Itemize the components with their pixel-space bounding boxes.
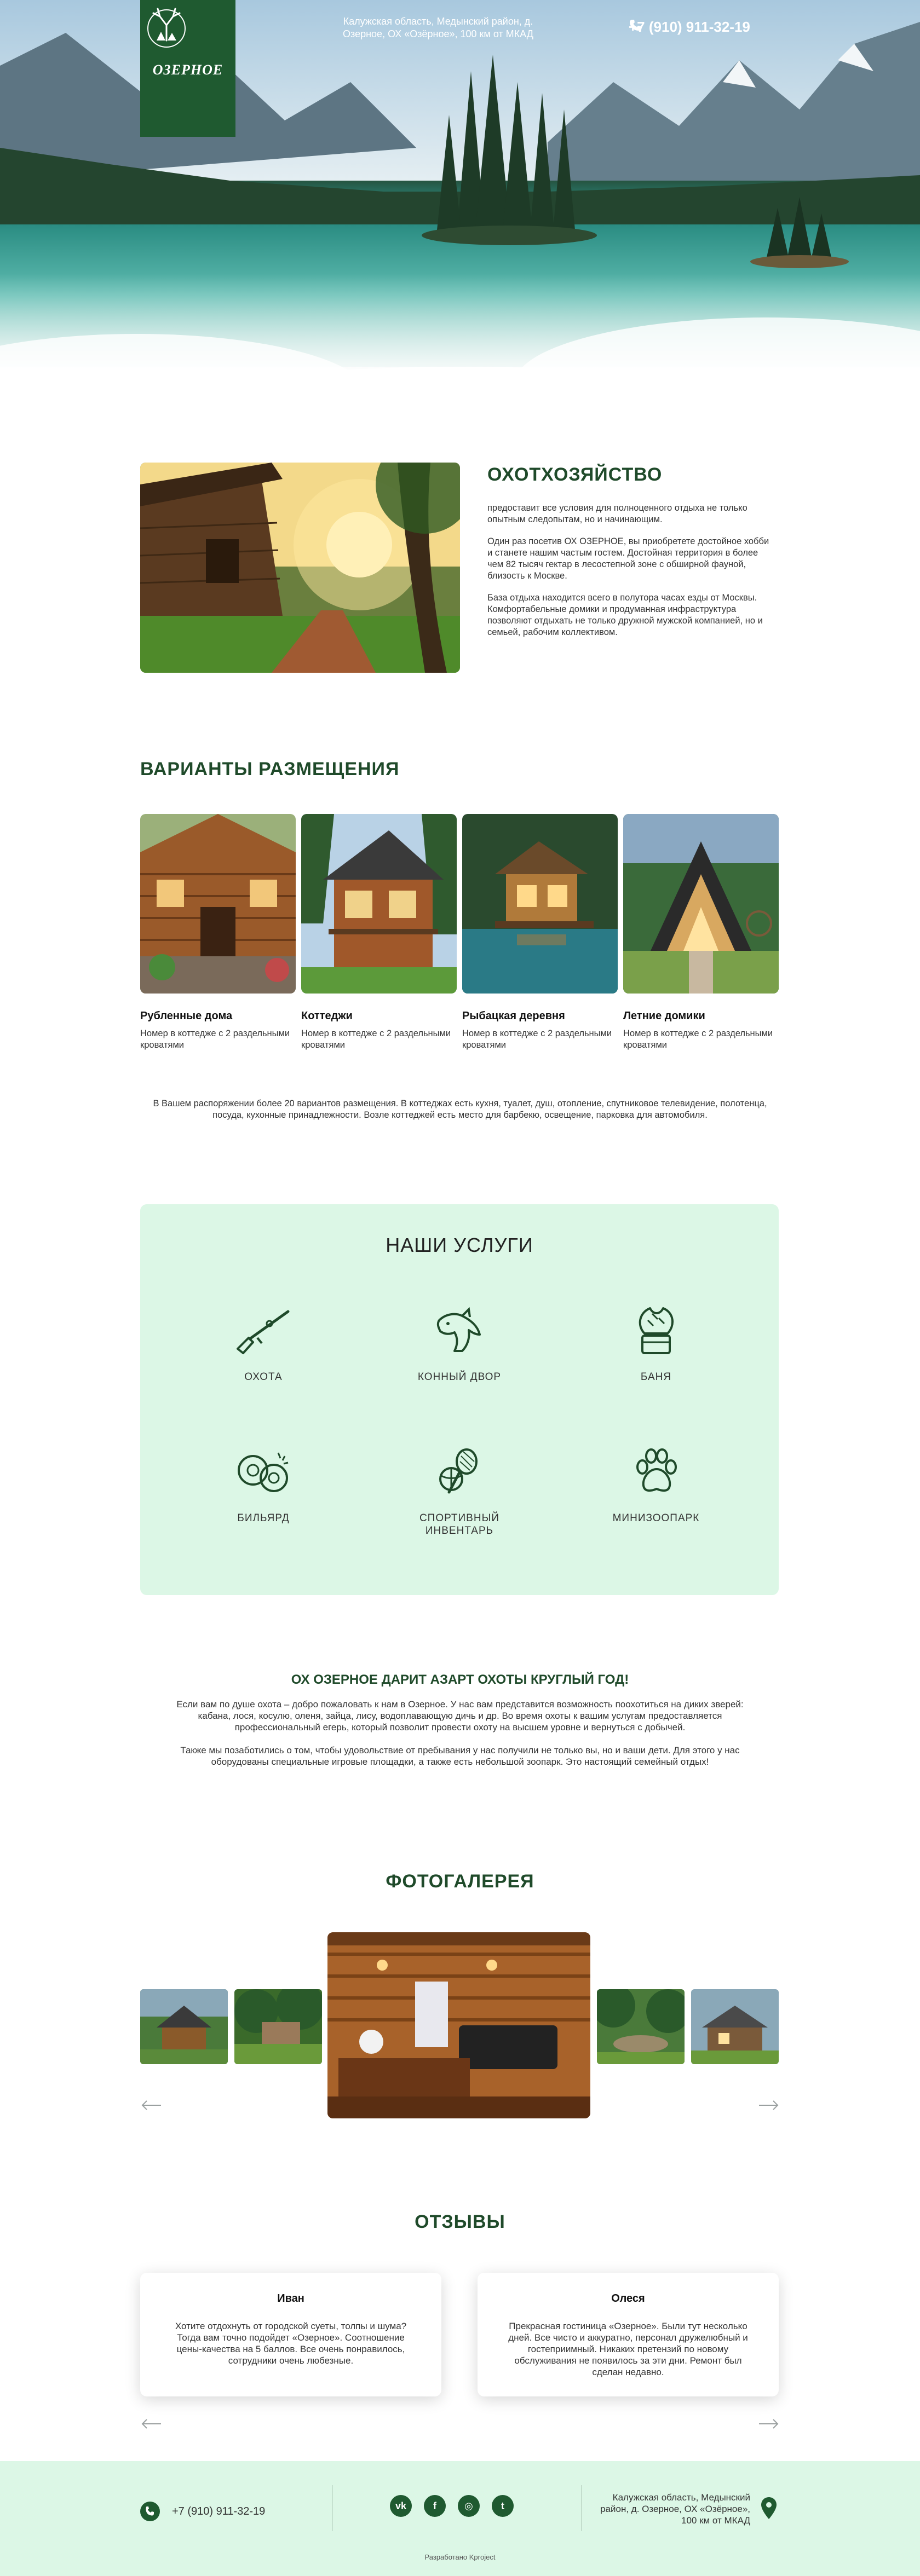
header-phone-link[interactable] xyxy=(629,19,750,36)
service-label: МИНИЗООПАРК xyxy=(612,1512,700,1524)
service-label: БИЛЬЯРД xyxy=(237,1512,290,1524)
hunt-text xyxy=(168,1699,752,1779)
accommodation-card-title: Летние домики xyxy=(623,1010,705,1022)
accommodation-card-fishing-village[interactable] xyxy=(462,814,618,1051)
review-text: Хотите отдохнуть от городской суеты, толпы и шума? Тогда вам точно подойдет «Озерное». Соотношение цены-качества на 5 баллов. Все очень понравилось, сотрудники очень любезные. xyxy=(175,2321,407,2366)
developer-credit[interactable]: Разработано Kproject xyxy=(424,2553,496,2561)
horse-icon xyxy=(429,1304,490,1359)
about-paragraph: Один раз посетив ОХ ОЗЕРНОЕ, вы приобретете достойное хобби и станете нашим частым гостем. Достойная территория в более чем 82 тысяч гектар в лесостепной зоне с обширной фауной, близость к Москве. xyxy=(487,536,769,581)
deer-logo-icon xyxy=(140,0,193,53)
service-mini-zoo[interactable] xyxy=(596,1445,716,1524)
accommodation-card-title: Коттеджи xyxy=(301,1010,353,1022)
gallery-thumbnail[interactable] xyxy=(691,1989,779,2064)
gallery-thumbnail[interactable] xyxy=(140,1989,228,2064)
hero-banner xyxy=(0,0,920,449)
footer-social-links xyxy=(390,2495,514,2517)
accommodation-photo xyxy=(623,814,779,994)
hero-landscape-image xyxy=(0,0,920,449)
footer-address: Калужская область, Медынский район, д. Озерное, ОХ «Озёрное», 100 км от МКАД xyxy=(600,2492,750,2526)
accommodation-card-title: Рубленные дома xyxy=(140,1010,233,1022)
logo-text: ОЗЕРНОЕ xyxy=(152,62,223,78)
location-pin-icon xyxy=(761,2497,777,2519)
accommodation-note: В Вашем распоряжении более 20 вариантов размещения. В коттеджах есть кухня, туалет, душ, отопление, спутниковое телевидение, полотенца, посуда, кухонные принадлежности. Возле коттеджей есть место для барбекю, освещение, парковка для автомобиля. xyxy=(153,1099,767,1120)
review-author: Иван xyxy=(277,2292,304,2304)
footer-phone-text: +7 (910) 911-32-19 xyxy=(172,2505,266,2517)
accommodation-photo xyxy=(301,814,457,994)
service-horse-yard[interactable] xyxy=(399,1304,520,1383)
facebook-icon[interactable]: f xyxy=(424,2495,446,2517)
vk-icon[interactable]: vk xyxy=(390,2495,412,2517)
service-label: ОХОТА xyxy=(244,1371,283,1383)
service-label: СПОРТИВНЫЙ ИНВЕНТАРЬ xyxy=(419,1512,500,1537)
about-cabin-photo xyxy=(140,463,460,673)
accommodation-photo xyxy=(140,814,296,994)
gallery-main-photo[interactable] xyxy=(327,1932,590,2118)
header-phone-text: +7 (910) 911-32-19 xyxy=(629,19,750,35)
reviews-title: ОТЗЫВЫ xyxy=(415,2211,505,2232)
about-title: ОХОТХОЗЯЙСТВО xyxy=(487,464,663,485)
bath-broom-icon xyxy=(626,1304,686,1359)
footer xyxy=(0,2461,920,2576)
hunt-title: ОХ ОЗЕРНОЕ ДАРИТ АЗАРТ ОХОТЫ КРУГЛЫЙ ГОД! xyxy=(291,1672,629,1687)
about-paragraph: База отдыха находится всего в полутора часах езды от Москвы. Комфортабельные домики и продуманная инфраструктура позволяют отдыхать не только дружной мужской компанией, но и семьей, рабочим коллективом. xyxy=(487,593,763,637)
instagram-icon[interactable]: ◎ xyxy=(458,2495,480,2517)
gallery-prev-arrow-icon[interactable] xyxy=(140,2100,162,2111)
about-text xyxy=(487,503,772,649)
footer-phone-link[interactable] xyxy=(140,2502,265,2521)
review-author: Олеся xyxy=(611,2292,645,2304)
service-sport-equipment[interactable] xyxy=(399,1445,520,1537)
accommodation-card-summer-houses[interactable] xyxy=(623,814,779,1051)
phone-icon xyxy=(629,19,642,32)
accommodation-card-subtitle: Номер в коттедже с 2 раздельными кроватями xyxy=(462,1029,612,1050)
hunt-paragraph: Также мы позаботились о том, чтобы удовольствие от пребывания у нас получили не только вы, но и ваши дети. Для этого у нас оборудованы специальные игровые площадки, а также есть небольшой зоопарк. Это настоящий семейный отдых! xyxy=(180,1745,740,1767)
reviews-prev-arrow-icon[interactable] xyxy=(140,2418,162,2429)
rifle-icon xyxy=(233,1304,294,1359)
accommodation-card-cottages[interactable] xyxy=(301,814,457,1051)
gallery-thumbnail[interactable] xyxy=(234,1989,322,2064)
hunt-paragraph: Если вам по душе охота – добро пожаловать к нам в Озерное. У нас вам представится возможность поохотиться на диких зверей: кабана, лося, косулю, оленя, зайца, лису, водоплавающую дичь и др. Во время охоты к вашим услугам предоставляется профессиональный егерь, который позволит провести охоту на высшем уровне и вернуться с добычей. xyxy=(176,1699,744,1732)
service-label: КОННЫЙ ДВОР xyxy=(417,1371,502,1383)
service-bath[interactable] xyxy=(596,1304,716,1383)
accommodation-card-subtitle: Номер в коттедже с 2 раздельными кроватями xyxy=(623,1029,773,1050)
phone-icon xyxy=(140,2502,160,2521)
gallery-title: ФОТОГАЛЕРЕЯ xyxy=(386,1871,534,1892)
accommodation-card-subtitle: Номер в коттедже с 2 раздельными кроватями xyxy=(301,1029,451,1050)
reviews-next-arrow-icon[interactable] xyxy=(758,2418,780,2429)
billiard-balls-icon xyxy=(233,1445,294,1500)
accommodation-card-log-houses[interactable] xyxy=(140,814,296,1051)
sport-equipment-icon xyxy=(429,1445,490,1500)
services-section xyxy=(140,1204,779,1595)
gallery-thumbnail[interactable] xyxy=(597,1989,685,2064)
review-card xyxy=(140,2273,441,2396)
accommodation-photo xyxy=(462,814,618,994)
twitter-icon[interactable]: t xyxy=(492,2495,514,2517)
gallery-next-arrow-icon[interactable] xyxy=(758,2100,780,2111)
review-card xyxy=(478,2273,779,2396)
about-paragraph: предоставит все условия для полноценного отдыха не только опытным следопытам, но и начинающим. xyxy=(487,503,748,524)
service-label: БАНЯ xyxy=(640,1371,672,1383)
paw-icon xyxy=(626,1445,686,1500)
service-billiards[interactable] xyxy=(203,1445,324,1524)
logo[interactable] xyxy=(140,0,235,137)
review-text: Прекрасная гостиница «Озерное». Были тут несколько дней. Все чисто и аккуратно, персонал дружелюбный и гостеприимный. Никаких претензий по новому обслуживания не появилось за эти дни. Ремонт был сделан недавно. xyxy=(508,2321,748,2377)
header-address: Калужская область, Медынский район, д. Озерное, ОХ «Озёрное», 100 км от МКАД xyxy=(343,16,533,39)
services-title: НАШИ УСЛУГИ xyxy=(386,1234,533,1256)
service-hunting[interactable] xyxy=(203,1304,324,1383)
accommodation-card-subtitle: Номер в коттедже с 2 раздельными кроватями xyxy=(140,1029,290,1050)
accommodation-title: ВАРИАНТЫ РАЗМЕЩЕНИЯ xyxy=(140,759,400,779)
accommodation-card-title: Рыбацкая деревня xyxy=(462,1010,565,1022)
